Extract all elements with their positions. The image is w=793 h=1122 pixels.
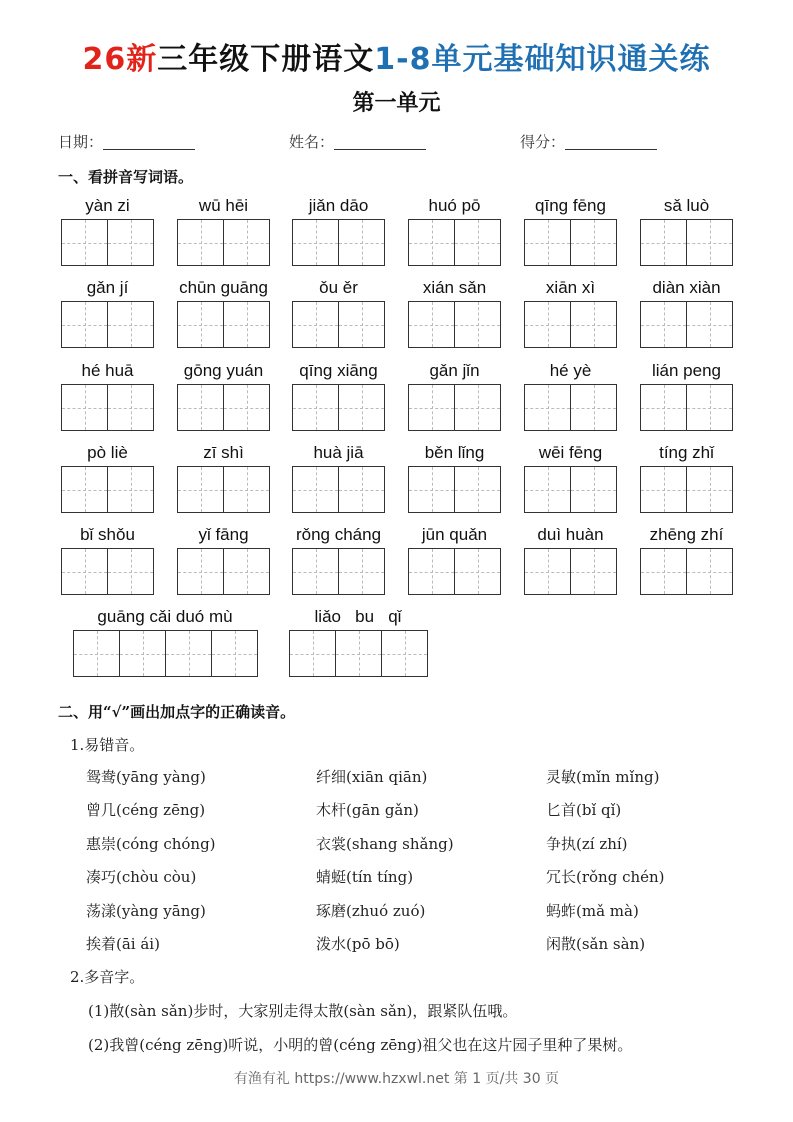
- writing-cell[interactable]: [292, 548, 339, 595]
- writing-boxes[interactable]: [61, 301, 153, 348]
- writing-cell[interactable]: [408, 548, 455, 595]
- writing-cell[interactable]: [454, 466, 501, 513]
- pinyin-label: jiǎn dāo: [308, 196, 369, 215]
- unit-title: 第一单元: [352, 90, 441, 116]
- writing-boxes[interactable]: [61, 466, 153, 513]
- writing-boxes[interactable]: [177, 384, 269, 431]
- reading-item[interactable]: 蜻蜓(tín tíng): [316, 868, 414, 887]
- sentence-1: (1)散(sàn sǎn)步时，大家别走得太散(sàn sǎn)，跟紧队伍哦。: [88, 1002, 518, 1020]
- writing-boxes[interactable]: [73, 630, 257, 677]
- reading-item[interactable]: 挨着(āi ái): [86, 935, 160, 953]
- writing-cell[interactable]: [524, 466, 571, 513]
- writing-boxes[interactable]: [640, 548, 732, 595]
- writing-boxes[interactable]: [177, 219, 269, 266]
- writing-boxes[interactable]: [640, 301, 732, 348]
- writing-boxes[interactable]: [408, 548, 500, 595]
- pinyin-label: yàn zi: [85, 196, 130, 215]
- pinyin-label: liǎo bu qǐ: [314, 607, 402, 626]
- writing-cell[interactable]: [61, 219, 108, 266]
- writing-boxes[interactable]: [640, 384, 732, 431]
- reading-item[interactable]: 凑巧(chòu còu): [86, 868, 197, 887]
- reading-item[interactable]: 琢磨(zhuó zuó): [316, 901, 426, 920]
- reading-item[interactable]: 匕首(bǐ qǐ): [546, 801, 622, 820]
- writing-cell[interactable]: [107, 466, 154, 513]
- pinyin-label: zhēng zhí: [649, 525, 724, 544]
- pinyin-label: yǐ fāng: [198, 525, 249, 544]
- writing-cell[interactable]: [640, 219, 687, 266]
- writing-cell[interactable]: [165, 630, 212, 677]
- reading-item[interactable]: 荡漾(yàng yāng): [86, 901, 206, 920]
- writing-boxes[interactable]: [177, 466, 269, 513]
- pinyin-label: ǒu ěr: [319, 278, 358, 297]
- reading-item[interactable]: 泼水(pō bō): [316, 935, 400, 953]
- pinyin-label: chūn guāng: [179, 278, 268, 297]
- writing-boxes[interactable]: [292, 219, 384, 266]
- writing-cell[interactable]: [107, 301, 154, 348]
- writing-boxes[interactable]: [524, 219, 616, 266]
- pinyin-label: huà jiā: [313, 443, 364, 462]
- writing-cell[interactable]: [408, 466, 455, 513]
- writing-boxes[interactable]: [292, 301, 384, 348]
- reading-item[interactable]: 蚂蚱(mǎ mà): [546, 901, 639, 920]
- writing-cell[interactable]: [177, 301, 224, 348]
- writing-cell[interactable]: [177, 548, 224, 595]
- writing-cell[interactable]: [570, 384, 617, 431]
- writing-cell[interactable]: [177, 219, 224, 266]
- pinyin-label: xiān xì: [545, 278, 596, 297]
- writing-boxes[interactable]: [408, 384, 500, 431]
- writing-boxes[interactable]: [524, 548, 616, 595]
- writing-cell[interactable]: [686, 219, 733, 266]
- reading-item[interactable]: 鸳鸯(yāng yàng): [86, 768, 206, 786]
- writing-boxes[interactable]: [292, 384, 384, 431]
- writing-cell[interactable]: [338, 548, 385, 595]
- sub-heading-1: 1.易错音。: [70, 736, 145, 754]
- sub-heading-2: 2.多音字。: [70, 968, 145, 986]
- pinyin-label: běn lǐng: [424, 443, 485, 462]
- pinyin-label: hé yè: [549, 361, 592, 380]
- writing-cell[interactable]: [292, 301, 339, 348]
- reading-item[interactable]: 惠崇(cóng chóng): [86, 834, 216, 853]
- pinyin-label: jūn quǎn: [421, 525, 488, 544]
- writing-cell[interactable]: [570, 219, 617, 266]
- title-middle: 三年级下册语文: [157, 42, 375, 77]
- writing-boxes[interactable]: [292, 466, 384, 513]
- pinyin-label: duì huàn: [537, 525, 604, 544]
- pinyin-label: qīng fēng: [535, 196, 606, 215]
- writing-cell[interactable]: [454, 548, 501, 595]
- writing-cell[interactable]: [223, 466, 270, 513]
- writing-cell[interactable]: [61, 466, 108, 513]
- pinyin-label: gǎn jí: [86, 278, 129, 297]
- writing-cell[interactable]: [338, 301, 385, 348]
- writing-cell[interactable]: [686, 548, 733, 595]
- pinyin-label: gǎn jǐn: [429, 361, 480, 380]
- title-prefix: 26新: [82, 42, 158, 77]
- reading-item[interactable]: 木杆(gān gǎn): [316, 801, 419, 820]
- writing-cell[interactable]: [524, 219, 571, 266]
- pinyin-label: hé huā: [81, 361, 134, 380]
- writing-cell[interactable]: [524, 548, 571, 595]
- writing-cell[interactable]: [211, 630, 258, 677]
- writing-cell[interactable]: [107, 219, 154, 266]
- writing-cell[interactable]: [524, 384, 571, 431]
- pinyin-label: sǎ luò: [663, 196, 710, 215]
- writing-cell[interactable]: [686, 466, 733, 513]
- date-label: 日期：: [58, 133, 104, 151]
- pinyin-label: huó pō: [428, 196, 481, 215]
- writing-cell[interactable]: [107, 548, 154, 595]
- reading-item[interactable]: 争执(zí zhí): [546, 834, 628, 853]
- pinyin-label: qīng xiāng: [299, 361, 378, 380]
- writing-cell[interactable]: [686, 384, 733, 431]
- writing-cell[interactable]: [454, 219, 501, 266]
- writing-cell[interactable]: [381, 630, 428, 677]
- writing-cell[interactable]: [454, 384, 501, 431]
- reading-item[interactable]: 冗长(rǒng chén): [546, 868, 665, 887]
- reading-item[interactable]: 纤细(xiān qiān): [316, 768, 428, 786]
- writing-cell[interactable]: [73, 630, 120, 677]
- writing-cell[interactable]: [223, 301, 270, 348]
- writing-cell[interactable]: [338, 384, 385, 431]
- pinyin-label: guāng cǎi duó mù: [97, 607, 233, 626]
- writing-boxes[interactable]: [177, 548, 269, 595]
- name-label: 姓名：: [289, 133, 335, 151]
- writing-boxes[interactable]: [61, 384, 153, 431]
- writing-boxes[interactable]: [289, 630, 427, 677]
- writing-cell[interactable]: [107, 384, 154, 431]
- writing-cell[interactable]: [408, 301, 455, 348]
- pinyin-label: pò liè: [87, 443, 128, 462]
- writing-boxes[interactable]: [524, 301, 616, 348]
- sentence-2: (2)我曾(céng zēng)听说，小明的曾(céng zēng)祖父也在这片园子里种了果树。: [88, 1036, 633, 1054]
- writing-cell[interactable]: [408, 219, 455, 266]
- writing-cell[interactable]: [223, 219, 270, 266]
- writing-boxes[interactable]: [524, 384, 616, 431]
- writing-boxes[interactable]: [640, 466, 732, 513]
- writing-cell[interactable]: [61, 548, 108, 595]
- writing-boxes[interactable]: [408, 219, 500, 266]
- pinyin-label: bǐ shǒu: [80, 525, 135, 544]
- writing-cell[interactable]: [640, 384, 687, 431]
- writing-boxes[interactable]: [292, 548, 384, 595]
- pinyin-label: gōng yuán: [183, 361, 264, 380]
- pinyin-label: wēi fēng: [538, 443, 603, 462]
- writing-cell[interactable]: [640, 466, 687, 513]
- writing-cell[interactable]: [292, 466, 339, 513]
- pinyin-label: xián sǎn: [422, 278, 487, 297]
- writing-cell[interactable]: [177, 466, 224, 513]
- writing-boxes[interactable]: [61, 219, 153, 266]
- reading-item[interactable]: 闲散(sǎn sàn): [546, 935, 646, 953]
- writing-cell[interactable]: [335, 630, 382, 677]
- page-footer: 有渔有礼 https://www.hzxwl.net 第 1 页/共 30 页: [233, 1071, 560, 1087]
- writing-cell[interactable]: [338, 219, 385, 266]
- section2-heading: 二、用“√”画出加点字的正确读音。: [58, 703, 296, 721]
- pinyin-label: diàn xiàn: [652, 278, 721, 297]
- reading-item[interactable]: 衣裳(shang shǎng): [316, 834, 454, 853]
- writing-cell[interactable]: [454, 301, 501, 348]
- pinyin-label: wū hēi: [198, 196, 249, 215]
- writing-cell[interactable]: [292, 384, 339, 431]
- writing-cell[interactable]: [289, 630, 336, 677]
- writing-boxes[interactable]: [640, 219, 732, 266]
- writing-cell[interactable]: [640, 548, 687, 595]
- writing-boxes[interactable]: [177, 301, 269, 348]
- writing-cell[interactable]: [119, 630, 166, 677]
- writing-cell[interactable]: [408, 384, 455, 431]
- writing-cell[interactable]: [686, 301, 733, 348]
- writing-boxes[interactable]: [524, 466, 616, 513]
- pinyin-label: rǒng cháng: [295, 525, 382, 544]
- writing-cell[interactable]: [292, 219, 339, 266]
- pinyin-label: lián peng: [651, 361, 721, 380]
- writing-boxes[interactable]: [61, 548, 153, 595]
- writing-cell[interactable]: [570, 548, 617, 595]
- writing-cell[interactable]: [61, 384, 108, 431]
- pinyin-label: zī shì: [203, 443, 244, 462]
- writing-cell[interactable]: [61, 301, 108, 348]
- writing-cell[interactable]: [177, 384, 224, 431]
- writing-boxes[interactable]: [408, 466, 500, 513]
- writing-cell[interactable]: [640, 301, 687, 348]
- writing-cell[interactable]: [223, 548, 270, 595]
- writing-cell[interactable]: [223, 384, 270, 431]
- writing-cell[interactable]: [338, 466, 385, 513]
- pinyin-label: tíng zhǐ: [659, 443, 714, 462]
- title-suffix: 1-8单元基础知识通关练: [374, 42, 711, 77]
- writing-cell[interactable]: [524, 301, 571, 348]
- writing-cell[interactable]: [570, 466, 617, 513]
- reading-item[interactable]: 灵敏(mǐn mǐng): [546, 768, 660, 786]
- score-label: 得分：: [520, 133, 566, 151]
- reading-item[interactable]: 曾几(céng zēng): [86, 801, 206, 820]
- writing-boxes[interactable]: [408, 301, 500, 348]
- writing-cell[interactable]: [570, 301, 617, 348]
- section1-heading: 一、看拼音写词语。: [58, 168, 194, 186]
